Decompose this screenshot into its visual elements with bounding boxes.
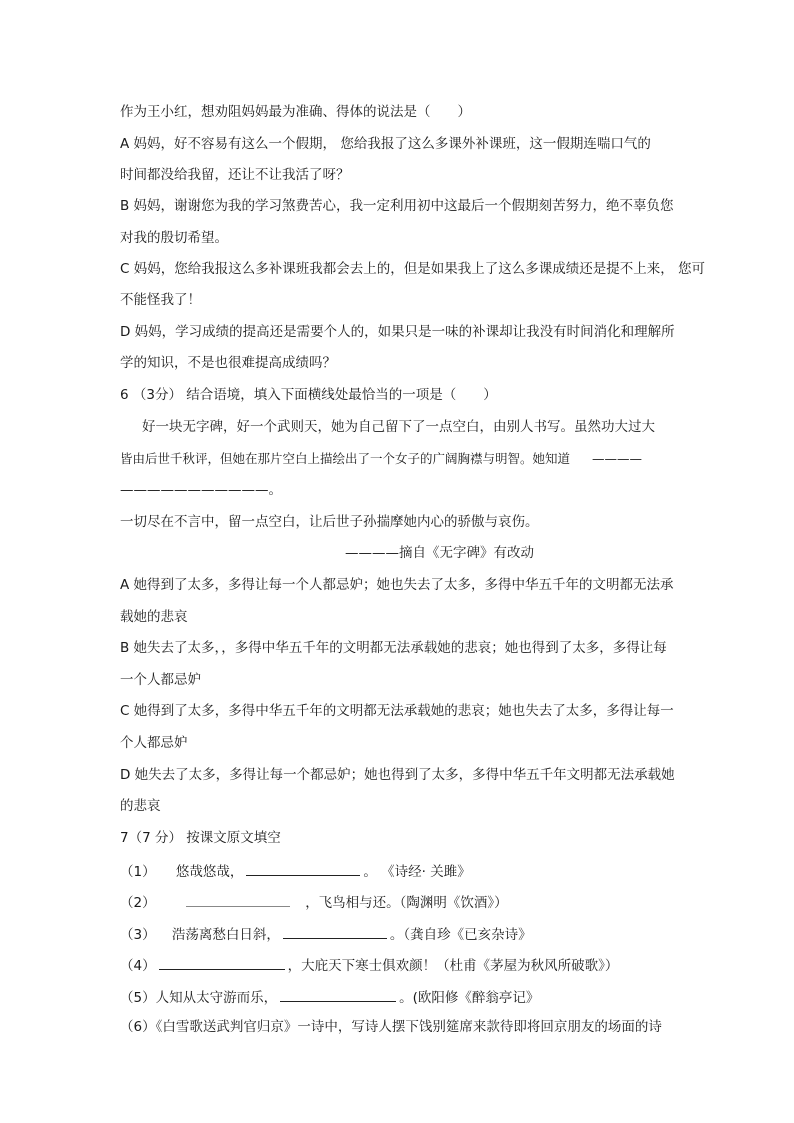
q6-option-a-line2: 载她的悲哀 [120, 609, 188, 625]
q7-item-1-suffix: 。 《诗经· 关雎》 [363, 864, 471, 880]
q6-option-b-line2: 一个人都忌妒 [120, 672, 201, 688]
q7-item-4 [120, 955, 618, 975]
q6-stem: 6 （3分） 结合语境，填入下面横线处最恰当的一项是（ ） [120, 387, 497, 403]
q6-option-c-line1: C 她得到了太多，多得中华五千年的文明都无法承载她的悲哀；她也失去了太多，多得让每一 [120, 703, 674, 719]
q6-blank-dashes-1: ———— [592, 451, 642, 466]
q7-item-2 [120, 892, 508, 912]
q7-item-6: （6）《白雪歌送武判官归京》一诗中，写诗人摆下饯别筵席来款待即将回京朋友的场面的诗 [120, 1019, 662, 1035]
q6-option-c-line2: 个人都忌妒 [120, 735, 188, 751]
q6-option-b-line1: B 她失去了太多，，多得中华五千年的文明都无法承载她的悲哀；她也得到了太多，多得让每 [120, 640, 667, 656]
q7-item-2-blank[interactable] [186, 892, 290, 907]
q7-stem: 7（7 分） 按课文原文填空 [120, 830, 281, 846]
q6-passage-line3 [120, 481, 282, 499]
q7-item-2-number: （2） [120, 895, 156, 911]
q7-item-5-prefix: 人知从太守游而乐， [155, 990, 278, 1006]
q7-item-3-prefix: 浩荡离愁白日斜， [171, 927, 280, 943]
q5-option-d-line1: D 妈妈，学习成绩的提高还是需要个人的，如果只是一味的补课却让我没有时间消化和理解所 [120, 324, 675, 340]
q6-passage-line2 [120, 450, 642, 468]
q5-option-a-line1: A 妈妈，好不容易有这么一个假期， 您给我报了这么多课外补课班，这一假期连喘口气的 [120, 136, 651, 152]
q5-option-b-line2: 对我的殷切希望。 [120, 230, 228, 246]
q6-passage-line1: 好一块无字碑，好一个武则天，她为自己留下了一点空白，由别人书写。虽然功大过大 [142, 419, 655, 435]
q6-blank-dashes-2: ——————————— [120, 482, 269, 498]
q6-option-d-line2: 的悲哀 [120, 798, 161, 814]
q7-item-5-number: （5） [120, 990, 156, 1006]
q7-item-3-suffix: 。（龚自珍《已亥杂诗》 [389, 927, 532, 943]
q7-item-3-number: （3） [120, 927, 156, 943]
q7-item-4-suffix: ，大庇天下寒士俱欢颜！（杜甫《茅屋为秋风所破歌》） [287, 958, 619, 974]
q7-item-3 [120, 924, 532, 944]
q5-option-d-line2: 学的知识，不是也很难提高成绩吗？ [120, 355, 336, 371]
q7-item-4-number: （4） [120, 958, 156, 974]
q5-option-c-line2: 不能怪我了！ [120, 292, 201, 308]
q7-item-5-blank[interactable] [280, 987, 396, 1002]
q7-item-1-prefix: 悠哉悠哉， [175, 864, 244, 880]
q7-item-2-suffix: ，飞鸟相与还。（陶渊明《饮酒》） [305, 895, 508, 911]
q6-source: ————摘自《无字碑》有改动 [345, 545, 534, 561]
q6-option-a-line1: A 她得到了太多，多得让每一个人都忌妒；她也失去了太多，多得中华五千年的文明都无法承 [120, 577, 674, 593]
q5-option-a-line2: 时间都没给我留，还让不让我活了呀？ [120, 167, 350, 183]
q7-item-3-blank[interactable] [283, 924, 387, 939]
q7-item-5 [120, 987, 539, 1007]
q7-item-1-blank[interactable] [246, 861, 360, 876]
q5-option-b-line1: B 妈妈，谢谢您为我的学习煞费苦心，我一定利用初中这最后一个假期刻苦努力，绝不辜负您 [120, 198, 674, 214]
q7-item-4-blank[interactable] [159, 955, 285, 970]
q5-option-c-line1: C 妈妈，您给我报这么多补课班我都会去上的，但是如果我上了这么多课成绩还是提不上来， 您可 [120, 261, 706, 277]
q6-passage-line2-text: 皆由后世千秋评，但她在那片空白上描绘出了一个女子的广阔胸襟与明智。她知道 [120, 451, 571, 466]
q5-stem: 作为王小红，想劝阻妈妈最为准确、得体的说法是（ ） [120, 104, 471, 120]
q7-item-5-suffix: 。(欧阳修《醉翁亭记》 [399, 990, 540, 1006]
q6-passage-line4: 一切尽在不言中，留一点空白，让后世子孙揣摩她内心的骄傲与哀伤。 [120, 514, 539, 530]
q7-item-1 [120, 861, 471, 881]
q7-item-1-number: （1） [120, 864, 156, 880]
q6-blank-end: 。 [268, 482, 282, 498]
q6-option-d-line1: D 她失去了太多，多得让每一个都忌妒；她也得到了太多，多得中华五千年文明都无法承载她 [120, 767, 675, 783]
